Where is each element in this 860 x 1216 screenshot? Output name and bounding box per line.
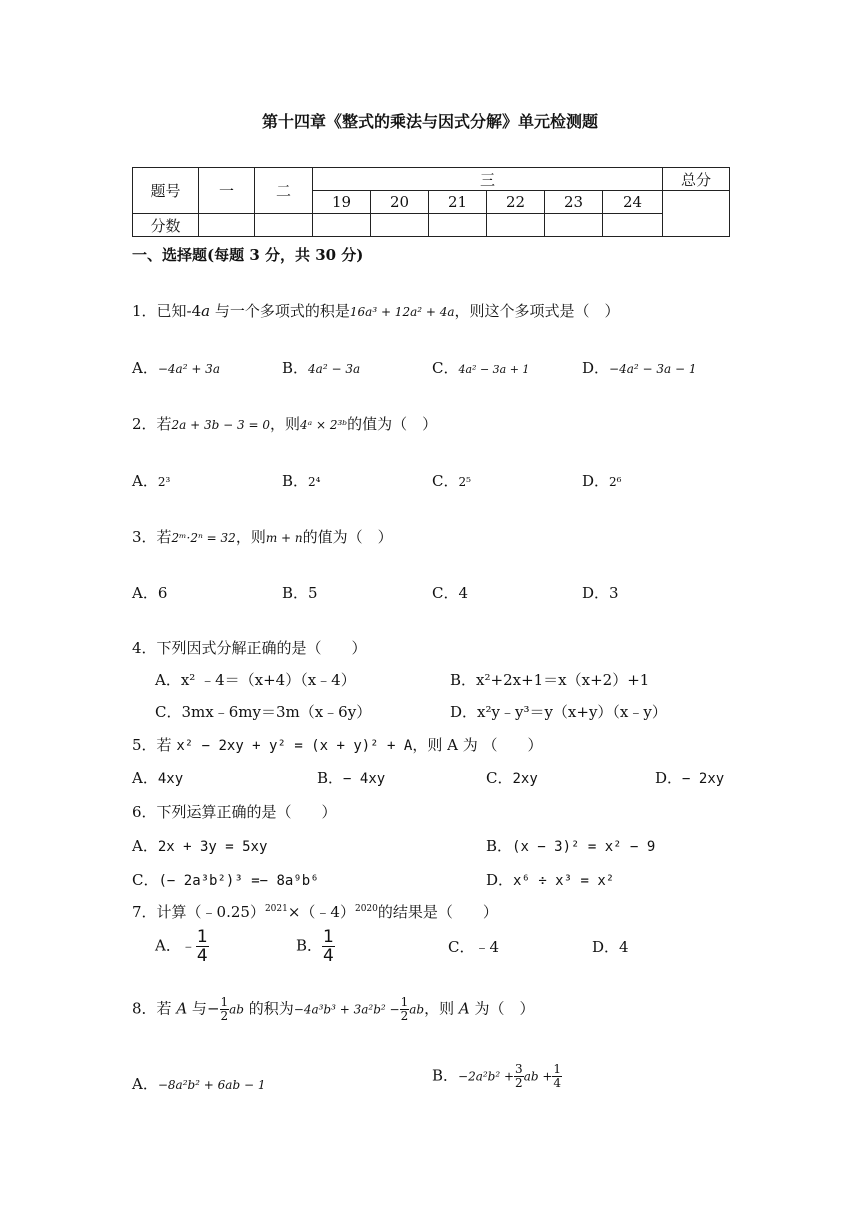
score-cell (545, 214, 603, 237)
option-letter: D． (486, 871, 514, 889)
q4-option-a: A．x² ﹣4＝（x+4）（x﹣4） (155, 671, 356, 689)
score-table (132, 167, 730, 237)
fraction (400, 996, 410, 1023)
q4-option-c: C．3mx﹣6my＝3m（x﹣6y） (155, 703, 372, 721)
q7-post: 的结果是（ ） (377, 903, 498, 921)
q3-pre: 3．若 (132, 528, 172, 546)
option-letter: B． (296, 936, 323, 955)
option-expr: −8a²b² + 6ab − 1 (157, 1078, 266, 1092)
score-table-col-3: 三 (313, 168, 663, 191)
q7-exp-2: 2020 (354, 904, 378, 914)
score-cell (199, 214, 255, 237)
q8-expr: ab (409, 1002, 425, 1017)
option-letter: B． (432, 1066, 459, 1085)
fraction-numerator: 3 (515, 1062, 523, 1076)
option-expr: 2³ (157, 475, 171, 489)
score-table-col-2: 二 (255, 168, 313, 214)
q3-expr2: m + n (265, 531, 303, 545)
q4-option-b: B．x²+2x+1＝x（x+2）+1 (450, 671, 650, 689)
q3-option-b: B．5 (282, 584, 318, 602)
score-cell (603, 214, 663, 237)
q1-post: ，则这个多项式是（ ） (454, 302, 620, 320)
q8-expr: ab (229, 1002, 244, 1017)
score-table-sub: 23 (545, 191, 603, 214)
q7-option-d: D．4 (592, 938, 629, 956)
score-table-total-cell (663, 191, 730, 237)
option-letter: C． (486, 769, 513, 787)
q2-option-d (582, 470, 621, 491)
q8-mid: 的积为 (244, 999, 294, 1018)
option-letter: A． (132, 1075, 158, 1093)
q4-option-d: D．x²y﹣y³＝y（x+y）（x﹣y） (450, 703, 667, 721)
option-expr: (x − 3)² = x² − 9 (512, 839, 656, 855)
q5-option-a (132, 767, 183, 788)
question-6: 6．下列运算正确的是（ ） (132, 803, 337, 821)
q8-option-b (432, 1063, 562, 1090)
q2-mid: ，则 (269, 415, 300, 433)
q8-mid: ，则 (424, 999, 459, 1018)
q2-expr2: 4ᵃ × 2³ᵇ (300, 418, 348, 432)
fraction-numerator: 1 (323, 927, 334, 947)
fraction-denominator: 4 (323, 946, 334, 966)
q5-option-b (317, 767, 385, 788)
option-expr: − 4xy (343, 771, 386, 787)
q7-option-c: C．﹣4 (448, 938, 500, 956)
q3-option-a: A．6 (132, 584, 168, 602)
q3-expr: 2ᵐ·2ⁿ = 32 (171, 531, 236, 545)
question-4: 4．下列因式分解正确的是（ ） (132, 639, 367, 657)
option-letter: D． (582, 359, 610, 377)
score-table-row-label: 分数 (133, 214, 199, 237)
fraction (514, 1063, 524, 1090)
score-cell (487, 214, 545, 237)
score-table-col-1: 一 (199, 168, 255, 214)
option-expr: 2⁴ (308, 475, 321, 489)
option-letter: C． (432, 359, 459, 377)
score-table-sub: 20 (371, 191, 429, 214)
fraction-denominator: 2 (220, 1009, 229, 1023)
option-expr: 4xy (157, 771, 184, 787)
q2-option-b (282, 470, 320, 491)
score-table-header-label: 题号 (133, 168, 199, 214)
option-letter: A． (132, 472, 158, 490)
score-table-sub: 21 (429, 191, 487, 214)
option-expr: 4a² − 3a + 1 (458, 363, 530, 376)
option-expr: x⁶ ÷ x³ = x² (513, 873, 615, 889)
fraction-numerator: 1 (553, 1062, 562, 1076)
option-letter: A． (132, 769, 158, 787)
option-letter: B． (317, 769, 344, 787)
q2-pre: 2．若 (132, 415, 172, 433)
score-cell (255, 214, 313, 237)
fraction-denominator: 4 (196, 946, 208, 966)
q1-pre: 1．已知-4 (132, 302, 202, 320)
fraction (322, 928, 335, 965)
q2-expr: 2a + 3b − 3 = 0 (171, 418, 270, 432)
question-2 (132, 413, 437, 434)
q8-option-a (132, 1073, 265, 1094)
q6-option-b (486, 835, 655, 856)
option-letter: D． (655, 769, 683, 787)
option-expr: 2⁶ (609, 475, 622, 489)
q1-option-b (282, 357, 360, 378)
q1-var: a (201, 302, 211, 320)
q5-pre: 5．若 (132, 736, 177, 754)
q8-pre: 8．若 (132, 999, 177, 1018)
q3-post: 的值为（ ） (302, 528, 393, 546)
option-letter: A． (132, 359, 158, 377)
q5-post: ，则 A 为 （ ） (412, 736, 543, 754)
fraction (196, 928, 209, 965)
question-8 (132, 996, 534, 1023)
q3-option-c: C．4 (432, 584, 469, 602)
q1-expr: 16a³ + 12a² + 4a (349, 305, 455, 319)
fraction-numerator: 1 (196, 927, 208, 947)
q7-option-a (155, 928, 209, 965)
fraction-denominator: 2 (515, 1076, 523, 1090)
q8-expr: −4a³b³ + 3a²b² − (293, 1002, 400, 1017)
option-letter: A． (155, 936, 181, 955)
option-letter: C． (432, 472, 459, 490)
q3-mid: ，则 (235, 528, 266, 546)
q8-var: A (458, 999, 470, 1018)
score-cell (371, 214, 429, 237)
q7-pre: 7．计算（﹣0.25） (132, 903, 265, 921)
option-letter: A． (132, 837, 158, 855)
q1-option-c (432, 357, 529, 378)
q5-option-d (655, 767, 724, 788)
q5-option-c (486, 767, 538, 788)
score-cell (429, 214, 487, 237)
option-letter: B． (282, 359, 309, 377)
option-expr: 2x + 3y = 5xy (157, 839, 268, 855)
option-expr: 2xy (512, 771, 538, 787)
q5-expr: x² − 2xy + y² = (x + y)² + A (176, 738, 413, 754)
fraction-denominator: 2 (400, 1009, 409, 1023)
option-letter: B． (282, 472, 309, 490)
score-table-total: 总分 (663, 168, 730, 191)
q8-mid: 与 (187, 999, 207, 1018)
q3-option-d: D．3 (582, 584, 619, 602)
score-table-sub: 24 (603, 191, 663, 214)
fraction (220, 996, 230, 1023)
q1-option-a (132, 357, 220, 378)
fraction-denominator: 4 (553, 1076, 562, 1090)
option-expr: 2⁵ (458, 475, 471, 489)
option-letter: D． (582, 472, 610, 490)
section-heading: 一、选择题(每题 3 分，共 30 分) (132, 246, 364, 264)
q8-var: A (176, 999, 188, 1018)
fraction (552, 1063, 562, 1090)
q2-option-c (432, 470, 471, 491)
option-expr: −2a²b² + (458, 1069, 515, 1084)
score-cell (313, 214, 371, 237)
q2-post: 的值为（ ） (347, 415, 438, 433)
option-expr: ab + (523, 1069, 553, 1084)
option-letter: B． (486, 837, 513, 855)
option-expr: − 2xy (682, 771, 725, 787)
q2-option-a (132, 470, 170, 491)
option-expr: 4a² − 3a (308, 362, 361, 376)
option-expr: (− 2a³b²)³ =− 8a⁹b⁶ (158, 873, 319, 889)
question-3 (132, 526, 393, 547)
q6-option-a (132, 835, 267, 856)
q7-mid: ×（﹣4） (287, 903, 355, 921)
option-expr: −4a² − 3a − 1 (609, 362, 697, 376)
q7-exp-1: 2021 (264, 904, 288, 914)
score-table-sub: 19 (313, 191, 371, 214)
q1-option-d (582, 357, 696, 378)
q6-option-d (486, 869, 614, 890)
option-expr: −4a² + 3a (157, 362, 220, 376)
option-sign: ﹣ (180, 936, 196, 955)
fraction-numerator: 1 (220, 995, 229, 1009)
q6-option-c (132, 869, 319, 890)
question-5 (132, 734, 542, 755)
q1-mid: 与一个多项式的积是 (210, 302, 350, 320)
fraction-numerator: 1 (400, 995, 409, 1009)
page-title: 第十四章《整式的乘法与因式分解》单元检测题 (261, 112, 598, 131)
question-1 (132, 300, 620, 321)
option-letter: C． (132, 871, 159, 889)
q7-option-b (296, 928, 335, 965)
question-7 (132, 901, 498, 922)
q8-post: 为（ ） (469, 999, 535, 1018)
q8-sign: − (206, 999, 220, 1018)
score-table-sub: 22 (487, 191, 545, 214)
